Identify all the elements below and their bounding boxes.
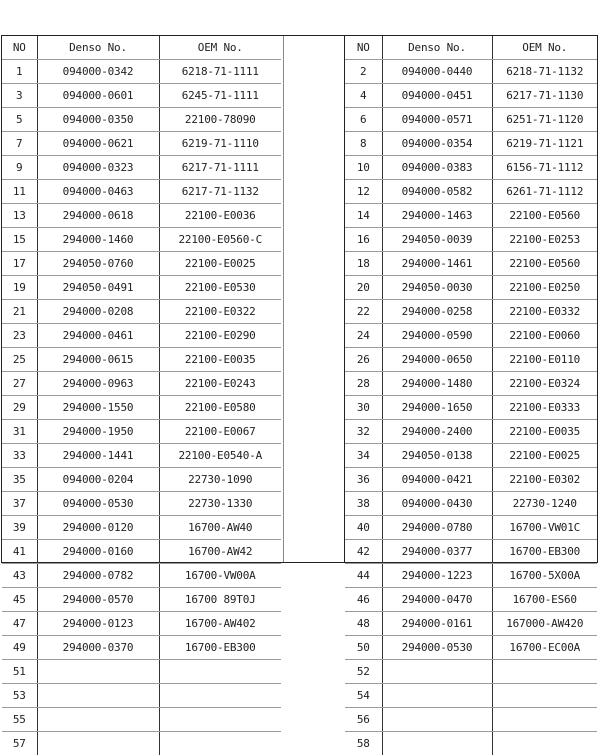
table-row bbox=[2, 60, 281, 84]
oem-number-cell bbox=[159, 708, 281, 732]
header-row bbox=[345, 36, 597, 60]
header-oem-no: OEM No. bbox=[492, 36, 597, 60]
table-row bbox=[345, 468, 597, 492]
table-row bbox=[2, 492, 281, 516]
denso-number-cell: 294000-0258 bbox=[382, 300, 492, 324]
row-number-cell: 1 bbox=[2, 60, 37, 84]
table-row bbox=[345, 84, 597, 108]
table-row bbox=[2, 348, 281, 372]
table-row bbox=[2, 732, 281, 755]
table-row bbox=[345, 156, 597, 180]
oem-number-cell bbox=[492, 708, 597, 732]
table-row bbox=[345, 732, 597, 755]
denso-number-cell: 294050-0491 bbox=[37, 276, 159, 300]
oem-number-cell: 6218-71-1111 bbox=[159, 60, 281, 84]
denso-number-cell: 094000-0601 bbox=[37, 84, 159, 108]
table-row bbox=[345, 660, 597, 684]
denso-number-cell: 294000-0370 bbox=[37, 636, 159, 660]
table-row bbox=[2, 228, 281, 252]
table-row bbox=[345, 108, 597, 132]
denso-number-cell: 294000-0461 bbox=[37, 324, 159, 348]
row-number-cell: 49 bbox=[2, 636, 37, 660]
oem-number-cell: 16700-EB300 bbox=[492, 540, 597, 564]
denso-number-cell: 294000-0377 bbox=[382, 540, 492, 564]
oem-number-cell: 6217-71-1132 bbox=[159, 180, 281, 204]
row-number-cell: 42 bbox=[345, 540, 382, 564]
row-number-cell: 57 bbox=[2, 732, 37, 755]
table-row bbox=[345, 180, 597, 204]
table-row bbox=[345, 492, 597, 516]
table-row bbox=[345, 612, 597, 636]
denso-number-cell bbox=[382, 708, 492, 732]
table-row bbox=[345, 708, 597, 732]
row-number-cell: 38 bbox=[345, 492, 382, 516]
oem-number-cell: 22100-E0035 bbox=[159, 348, 281, 372]
denso-number-cell: 294050-0030 bbox=[382, 276, 492, 300]
table-row bbox=[2, 636, 281, 660]
oem-number-cell: 16700-VW01C bbox=[492, 516, 597, 540]
table-row bbox=[2, 132, 281, 156]
row-number-cell: 44 bbox=[345, 564, 382, 588]
denso-number-cell: 294000-0618 bbox=[37, 204, 159, 228]
oem-number-cell bbox=[159, 660, 281, 684]
row-number-cell: 40 bbox=[345, 516, 382, 540]
header-row bbox=[2, 36, 281, 60]
table-row bbox=[2, 372, 281, 396]
denso-number-cell: 094000-0383 bbox=[382, 156, 492, 180]
table-row bbox=[2, 708, 281, 732]
row-number-cell: 35 bbox=[2, 468, 37, 492]
header-no: NO bbox=[2, 36, 37, 60]
oem-number-cell bbox=[492, 660, 597, 684]
oem-number-cell: 6219-71-1121 bbox=[492, 132, 597, 156]
table-row bbox=[345, 276, 597, 300]
row-number-cell: 56 bbox=[345, 708, 382, 732]
denso-number-cell: 094000-0463 bbox=[37, 180, 159, 204]
row-number-cell: 29 bbox=[2, 396, 37, 420]
row-number-cell: 55 bbox=[2, 708, 37, 732]
denso-number-cell: 094000-0571 bbox=[382, 108, 492, 132]
row-number-cell: 33 bbox=[2, 444, 37, 468]
row-number-cell: 47 bbox=[2, 612, 37, 636]
denso-number-cell: 294000-0123 bbox=[37, 612, 159, 636]
denso-number-cell: 094000-0451 bbox=[382, 84, 492, 108]
row-number-cell: 37 bbox=[2, 492, 37, 516]
oem-number-cell: 167000-AW420 bbox=[492, 612, 597, 636]
row-number-cell: 21 bbox=[2, 300, 37, 324]
table-row bbox=[2, 420, 281, 444]
row-number-cell: 27 bbox=[2, 372, 37, 396]
oem-number-cell: 6261-71-1112 bbox=[492, 180, 597, 204]
denso-number-cell: 094000-0354 bbox=[382, 132, 492, 156]
oem-number-cell: 22730-1330 bbox=[159, 492, 281, 516]
table-row bbox=[345, 636, 597, 660]
denso-number-cell: 294050-0039 bbox=[382, 228, 492, 252]
row-number-cell: 12 bbox=[345, 180, 382, 204]
oem-number-cell: 22100-E0540-A bbox=[159, 444, 281, 468]
oem-number-cell: 22100-E0332 bbox=[492, 300, 597, 324]
denso-number-cell: 294000-0782 bbox=[37, 564, 159, 588]
row-number-cell: 13 bbox=[2, 204, 37, 228]
denso-number-cell: 294000-1461 bbox=[382, 252, 492, 276]
oem-number-cell: 22100-E0253 bbox=[492, 228, 597, 252]
denso-number-cell: 294000-0208 bbox=[37, 300, 159, 324]
denso-number-cell: 094000-0440 bbox=[382, 60, 492, 84]
row-number-cell: 23 bbox=[2, 324, 37, 348]
table-row bbox=[345, 444, 597, 468]
denso-number-cell: 094000-0342 bbox=[37, 60, 159, 84]
table-row bbox=[345, 324, 597, 348]
row-number-cell: 36 bbox=[345, 468, 382, 492]
denso-number-cell: 294000-0161 bbox=[382, 612, 492, 636]
table-row bbox=[345, 348, 597, 372]
oem-number-cell: 22100-E0560 bbox=[492, 252, 597, 276]
table-row bbox=[2, 660, 281, 684]
row-number-cell: 20 bbox=[345, 276, 382, 300]
row-number-cell: 24 bbox=[345, 324, 382, 348]
row-number-cell: 26 bbox=[345, 348, 382, 372]
row-number-cell: 25 bbox=[2, 348, 37, 372]
table-row bbox=[345, 372, 597, 396]
denso-number-cell: 294050-0138 bbox=[382, 444, 492, 468]
oem-number-cell: 22100-E0060 bbox=[492, 324, 597, 348]
denso-number-cell: 294000-0470 bbox=[382, 588, 492, 612]
oem-number-cell: 22100-E0035 bbox=[492, 420, 597, 444]
denso-number-cell: 094000-0421 bbox=[382, 468, 492, 492]
row-number-cell: 43 bbox=[2, 564, 37, 588]
denso-number-cell: 294000-1950 bbox=[37, 420, 159, 444]
table-row bbox=[345, 252, 597, 276]
oem-number-cell: 22100-E0333 bbox=[492, 396, 597, 420]
row-number-cell: 53 bbox=[2, 684, 37, 708]
header-denso-no: Denso No. bbox=[37, 36, 159, 60]
denso-number-cell bbox=[382, 660, 492, 684]
row-number-cell: 32 bbox=[345, 420, 382, 444]
oem-number-cell: 22100-E0036 bbox=[159, 204, 281, 228]
table-row bbox=[2, 444, 281, 468]
denso-number-cell: 294000-0650 bbox=[382, 348, 492, 372]
right-parts-table bbox=[345, 36, 597, 755]
table-row bbox=[2, 276, 281, 300]
row-number-cell: 2 bbox=[345, 60, 382, 84]
table-row bbox=[2, 516, 281, 540]
denso-number-cell: 294000-0570 bbox=[37, 588, 159, 612]
denso-number-cell bbox=[37, 684, 159, 708]
denso-number-cell: 294000-0530 bbox=[382, 636, 492, 660]
denso-number-cell: 094000-0582 bbox=[382, 180, 492, 204]
oem-number-cell: 6217-71-1130 bbox=[492, 84, 597, 108]
oem-number-cell bbox=[492, 732, 597, 755]
center-spacer-column bbox=[283, 36, 345, 562]
header-oem-no: OEM No. bbox=[159, 36, 281, 60]
denso-number-cell: 294000-2400 bbox=[382, 420, 492, 444]
table-row bbox=[2, 300, 281, 324]
oem-number-cell: 22100-E0067 bbox=[159, 420, 281, 444]
oem-number-cell: 16700-EB300 bbox=[159, 636, 281, 660]
denso-number-cell: 094000-0530 bbox=[37, 492, 159, 516]
oem-number-cell: 22100-E0243 bbox=[159, 372, 281, 396]
table-row bbox=[2, 204, 281, 228]
row-number-cell: 28 bbox=[345, 372, 382, 396]
row-number-cell: 18 bbox=[345, 252, 382, 276]
header-denso-no: Denso No. bbox=[382, 36, 492, 60]
oem-number-cell: 6218-71-1132 bbox=[492, 60, 597, 84]
denso-number-cell: 294000-1441 bbox=[37, 444, 159, 468]
denso-number-cell: 294000-1463 bbox=[382, 204, 492, 228]
oem-number-cell: 6245-71-1111 bbox=[159, 84, 281, 108]
row-number-cell: 14 bbox=[345, 204, 382, 228]
oem-number-cell: 16700-ES60 bbox=[492, 588, 597, 612]
denso-number-cell: 294000-1550 bbox=[37, 396, 159, 420]
oem-number-cell: 22100-E0250 bbox=[492, 276, 597, 300]
row-number-cell: 39 bbox=[2, 516, 37, 540]
row-number-cell: 11 bbox=[2, 180, 37, 204]
denso-number-cell: 094000-0350 bbox=[37, 108, 159, 132]
table-row bbox=[345, 132, 597, 156]
table-row bbox=[345, 540, 597, 564]
oem-number-cell: 22100-78090 bbox=[159, 108, 281, 132]
denso-number-cell: 294000-1223 bbox=[382, 564, 492, 588]
oem-number-cell: 22100-E0110 bbox=[492, 348, 597, 372]
table-row bbox=[345, 204, 597, 228]
row-number-cell: 22 bbox=[345, 300, 382, 324]
denso-number-cell bbox=[382, 684, 492, 708]
table-row bbox=[345, 564, 597, 588]
oem-number-cell: 22100-E0025 bbox=[492, 444, 597, 468]
table-row bbox=[2, 108, 281, 132]
row-number-cell: 31 bbox=[2, 420, 37, 444]
header-no: NO bbox=[345, 36, 382, 60]
oem-number-cell: 22100-E0324 bbox=[492, 372, 597, 396]
denso-number-cell bbox=[382, 732, 492, 755]
oem-number-cell bbox=[492, 684, 597, 708]
denso-number-cell: 094000-0204 bbox=[37, 468, 159, 492]
table-row bbox=[2, 564, 281, 588]
oem-number-cell: 22730-1090 bbox=[159, 468, 281, 492]
oem-number-cell: 16700-5X00A bbox=[492, 564, 597, 588]
oem-number-cell: 22100-E0302 bbox=[492, 468, 597, 492]
row-number-cell: 34 bbox=[345, 444, 382, 468]
denso-number-cell: 294000-1480 bbox=[382, 372, 492, 396]
row-number-cell: 51 bbox=[2, 660, 37, 684]
oem-number-cell bbox=[159, 732, 281, 755]
oem-number-cell: 16700-AW40 bbox=[159, 516, 281, 540]
oem-number-cell: 16700 89T0J bbox=[159, 588, 281, 612]
table-row bbox=[345, 300, 597, 324]
table-row bbox=[345, 228, 597, 252]
row-number-cell: 58 bbox=[345, 732, 382, 755]
denso-number-cell: 294000-0780 bbox=[382, 516, 492, 540]
row-number-cell: 15 bbox=[2, 228, 37, 252]
row-number-cell: 3 bbox=[2, 84, 37, 108]
denso-number-cell: 294000-1650 bbox=[382, 396, 492, 420]
table-row bbox=[2, 684, 281, 708]
row-number-cell: 30 bbox=[345, 396, 382, 420]
left-parts-table bbox=[2, 36, 281, 755]
row-number-cell: 54 bbox=[345, 684, 382, 708]
oem-number-cell: 6251-71-1120 bbox=[492, 108, 597, 132]
row-number-cell: 17 bbox=[2, 252, 37, 276]
table-row bbox=[2, 468, 281, 492]
denso-number-cell: 294000-0615 bbox=[37, 348, 159, 372]
table-row bbox=[2, 396, 281, 420]
denso-number-cell: 294000-0120 bbox=[37, 516, 159, 540]
table-row bbox=[345, 420, 597, 444]
table-row bbox=[2, 84, 281, 108]
oem-number-cell: 22100-E0025 bbox=[159, 252, 281, 276]
denso-number-cell: 294000-0590 bbox=[382, 324, 492, 348]
denso-number-cell bbox=[37, 708, 159, 732]
table-row bbox=[2, 156, 281, 180]
oem-number-cell: 6219-71-1110 bbox=[159, 132, 281, 156]
table-row bbox=[2, 180, 281, 204]
denso-number-cell: 294000-0160 bbox=[37, 540, 159, 564]
table-row bbox=[345, 516, 597, 540]
table-row bbox=[345, 396, 597, 420]
oem-number-cell: 16700-AW402 bbox=[159, 612, 281, 636]
row-number-cell: 46 bbox=[345, 588, 382, 612]
denso-number-cell bbox=[37, 732, 159, 755]
row-number-cell: 8 bbox=[345, 132, 382, 156]
row-number-cell: 50 bbox=[345, 636, 382, 660]
oem-number-cell: 22100-E0322 bbox=[159, 300, 281, 324]
denso-number-cell: 094000-0621 bbox=[37, 132, 159, 156]
row-number-cell: 4 bbox=[345, 84, 382, 108]
oem-number-cell: 6217-71-1111 bbox=[159, 156, 281, 180]
row-number-cell: 7 bbox=[2, 132, 37, 156]
table-row bbox=[2, 540, 281, 564]
oem-number-cell: 22100-E0580 bbox=[159, 396, 281, 420]
oem-number-cell: 16700-VW00A bbox=[159, 564, 281, 588]
row-number-cell: 6 bbox=[345, 108, 382, 132]
table-row bbox=[345, 684, 597, 708]
oem-number-cell: 22100-E0290 bbox=[159, 324, 281, 348]
denso-number-cell: 294000-1460 bbox=[37, 228, 159, 252]
oem-number-cell: 22100-E0560 bbox=[492, 204, 597, 228]
oem-number-cell: 22100-E0530 bbox=[159, 276, 281, 300]
table-row bbox=[345, 60, 597, 84]
row-number-cell: 19 bbox=[2, 276, 37, 300]
denso-number-cell: 094000-0323 bbox=[37, 156, 159, 180]
row-number-cell: 16 bbox=[345, 228, 382, 252]
denso-number-cell: 094000-0430 bbox=[382, 492, 492, 516]
table-row bbox=[2, 252, 281, 276]
row-number-cell: 5 bbox=[2, 108, 37, 132]
row-number-cell: 41 bbox=[2, 540, 37, 564]
table-row bbox=[2, 324, 281, 348]
oem-number-cell: 22730-1240 bbox=[492, 492, 597, 516]
denso-number-cell: 294050-0760 bbox=[37, 252, 159, 276]
denso-number-cell: 294000-0963 bbox=[37, 372, 159, 396]
row-number-cell: 9 bbox=[2, 156, 37, 180]
oem-number-cell: 16700-AW42 bbox=[159, 540, 281, 564]
denso-number-cell bbox=[37, 660, 159, 684]
oem-number-cell: 22100-E0560-C bbox=[159, 228, 281, 252]
parts-cross-reference-sheet bbox=[1, 35, 598, 563]
oem-number-cell bbox=[159, 684, 281, 708]
row-number-cell: 48 bbox=[345, 612, 382, 636]
row-number-cell: 10 bbox=[345, 156, 382, 180]
oem-number-cell: 6156-71-1112 bbox=[492, 156, 597, 180]
row-number-cell: 52 bbox=[345, 660, 382, 684]
row-number-cell: 45 bbox=[2, 588, 37, 612]
table-row bbox=[2, 612, 281, 636]
oem-number-cell: 16700-EC00A bbox=[492, 636, 597, 660]
